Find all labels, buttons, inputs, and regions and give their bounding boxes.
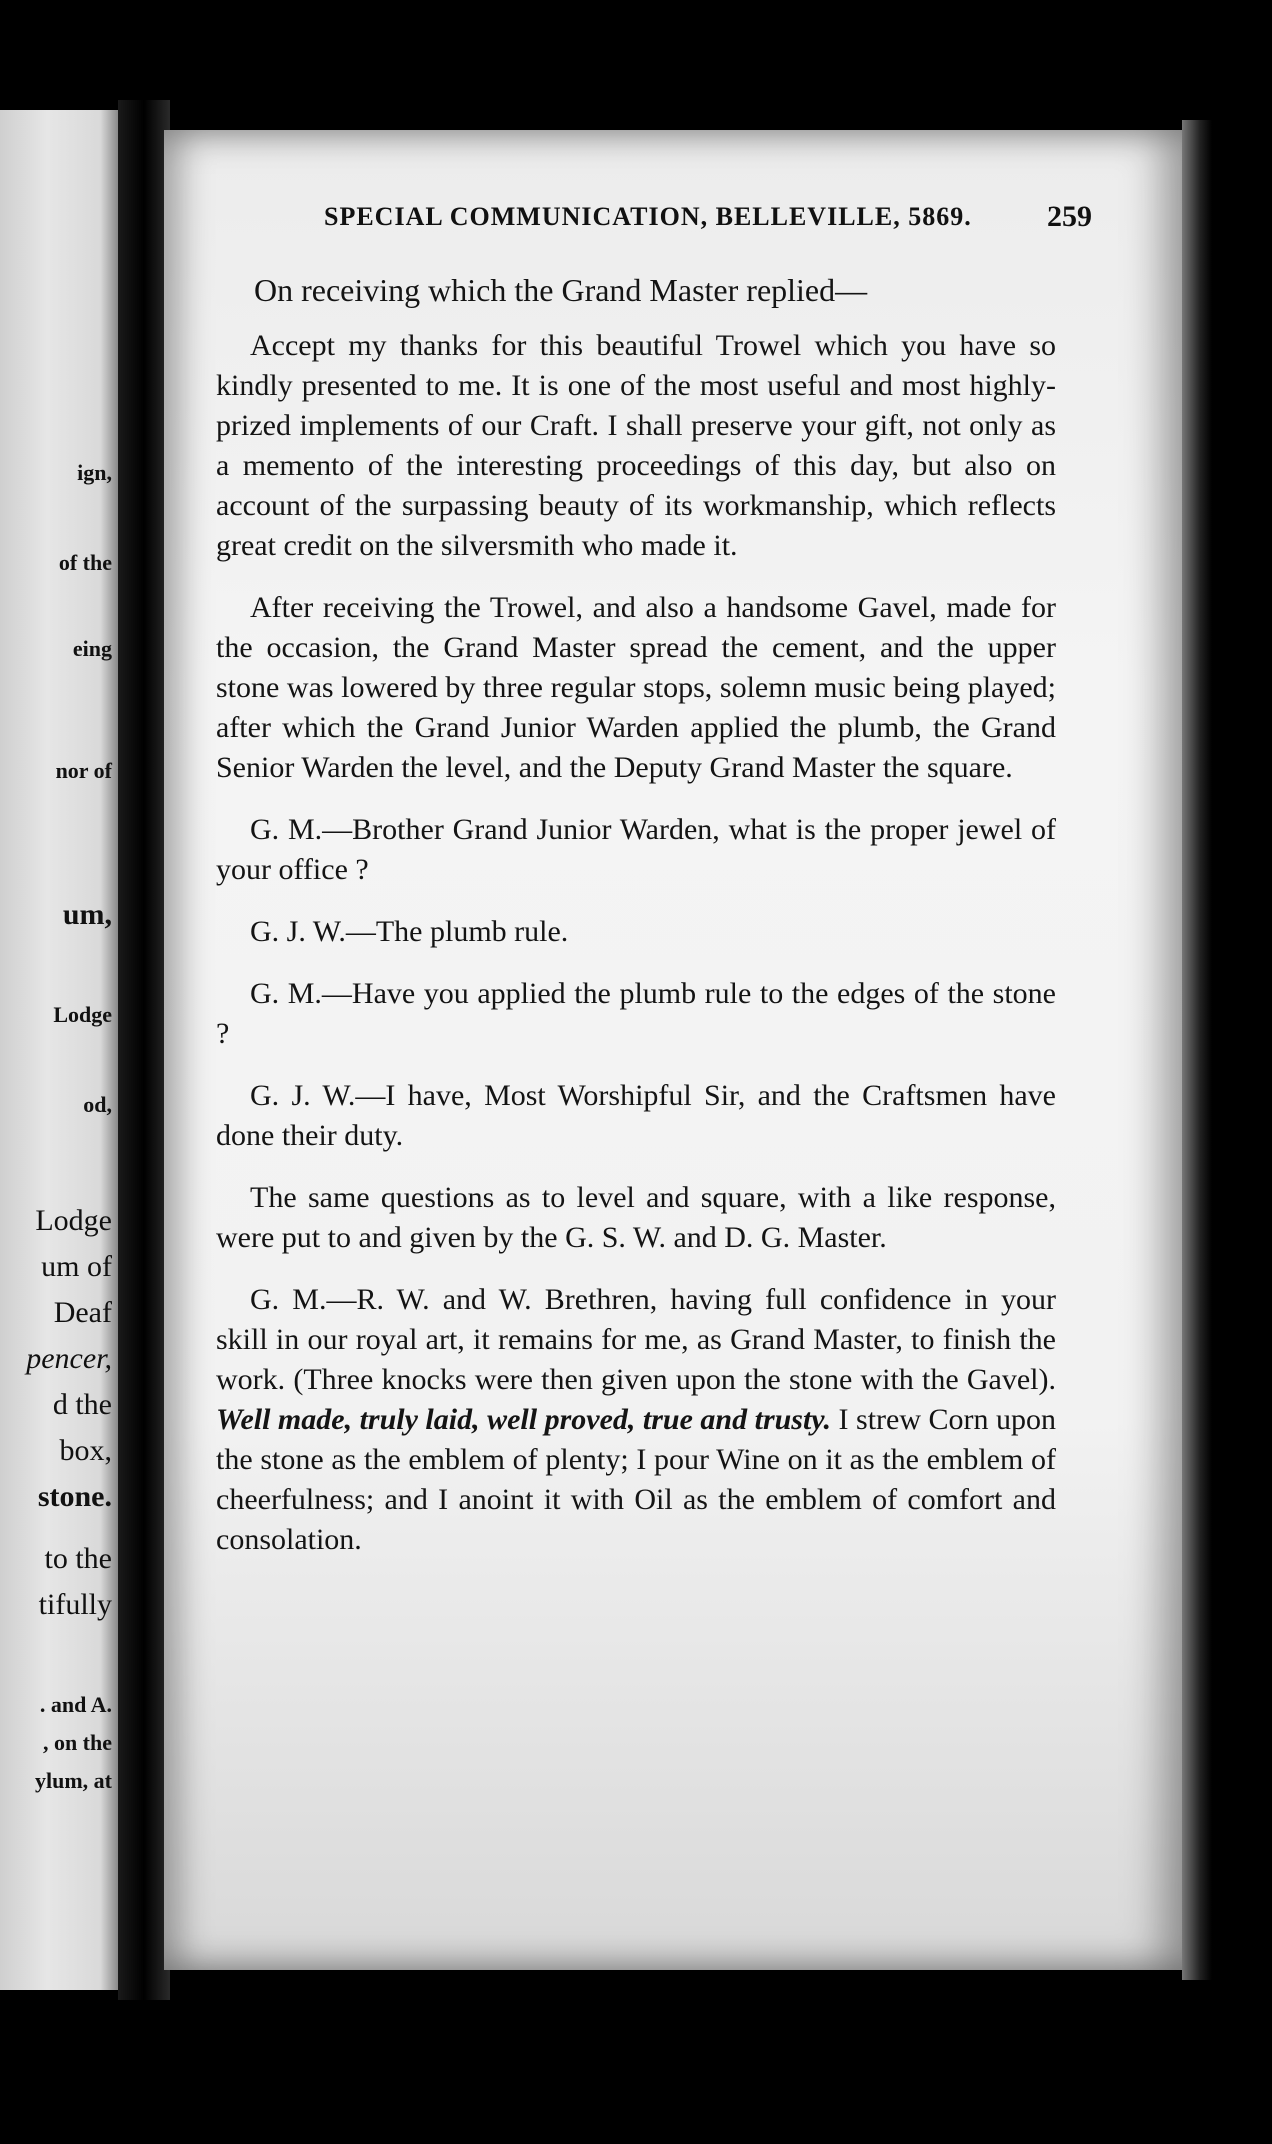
- left-page-fragment: Lodge: [35, 1204, 112, 1237]
- left-page-fragment: pencer,: [26, 1342, 112, 1375]
- paragraph: Accept my thanks for this beautiful Trowel which you have so kindly presented to me. It is one of the most useful and most highly-prized implements of our Craft. I shall preserve your gift, not only as a memento of the interesting proceedings of this day, but also on account of the surpassing beauty of its workmanship, which reflects great credit on the silversmith who made it.: [216, 329, 1056, 562]
- left-page-fragment: ylum, at: [35, 1768, 112, 1793]
- left-page-fragment: of the: [58, 550, 112, 575]
- left-page-fragment: Deaf: [53, 1296, 112, 1329]
- intro-line: On receiving which the Grand Master replied—: [254, 272, 868, 308]
- italic-phrase: Well made, truly laid, well proved, true and trusty.: [216, 1403, 832, 1436]
- right-page-edge: [1182, 120, 1212, 1980]
- book-gutter: [118, 100, 170, 2000]
- left-page-fragment: box,: [59, 1434, 112, 1467]
- left-page-fragment: tifully: [38, 1588, 112, 1621]
- left-page-fragment: , on the: [42, 1730, 112, 1755]
- paragraph: G. M.—Have you applied the plumb rule to the edges of the stone ?: [216, 977, 1056, 1050]
- paragraph: G. J. W.—I have, Most Worshipful Sir, and the Craftsmen have done their duty.: [216, 1079, 1056, 1152]
- left-page-fragment: stone.: [37, 1480, 112, 1513]
- running-head-title: SPECIAL COMMUNICATION, BELLEVILLE, 5869.: [324, 202, 972, 231]
- page: [164, 130, 1182, 1970]
- running-head: [324, 202, 1092, 232]
- paragraph: [216, 1280, 1056, 1560]
- left-page-fragment: d the: [52, 1388, 112, 1421]
- left-page-fragment: od,: [83, 1092, 112, 1117]
- paragraph: The same questions as to level and square, with a like response, were put to and given by the G. S. W. and D. G. Master.: [216, 1181, 1056, 1254]
- left-page-fragment: ign,: [77, 460, 112, 485]
- paragraph: G. M.—Brother Grand Junior Warden, what is the proper jewel of your office ?: [216, 813, 1056, 886]
- left-page-fragment: to the: [44, 1542, 112, 1575]
- page-number: 259: [1047, 200, 1092, 233]
- left-page-fragment: nor of: [55, 758, 112, 783]
- paragraph: G. J. W.—The plumb rule.: [250, 915, 569, 948]
- left-page-fragment: um of: [41, 1250, 112, 1283]
- left-page-fragment: . and A.: [39, 1692, 112, 1717]
- page-body: [216, 270, 1056, 1582]
- left-page-fragment: um,: [62, 898, 112, 931]
- left-page-fragment: eing: [72, 636, 112, 661]
- left-page-fragment: Lodge: [53, 1002, 112, 1027]
- paragraph-text: G. M.—R. W. and W. Brethren, having full confidence in your skill in our royal art, it remains for me, as Grand Master, to finish the work. (Three knocks were then given upon the stone with the Gavel).: [216, 1283, 1056, 1396]
- paragraph: After receiving the Trowel, and also a handsome Gavel, made for the occasion, the Grand Master spread the cement, and the upper stone was lowered by three regular stops, solemn music being played; after which the Grand Junior Warden applied the plumb, the Grand Senior Warden the level, and the Deputy Grand Master the square.: [216, 591, 1056, 784]
- left-page-edge: [0, 110, 118, 1990]
- paragraph-text: I strew Corn upon the stone as the emblem of plenty; I pour Wine on it as the emblem of cheerfulness; and I anoint it with Oil as the emblem of comfort and consolation.: [216, 1403, 1057, 1556]
